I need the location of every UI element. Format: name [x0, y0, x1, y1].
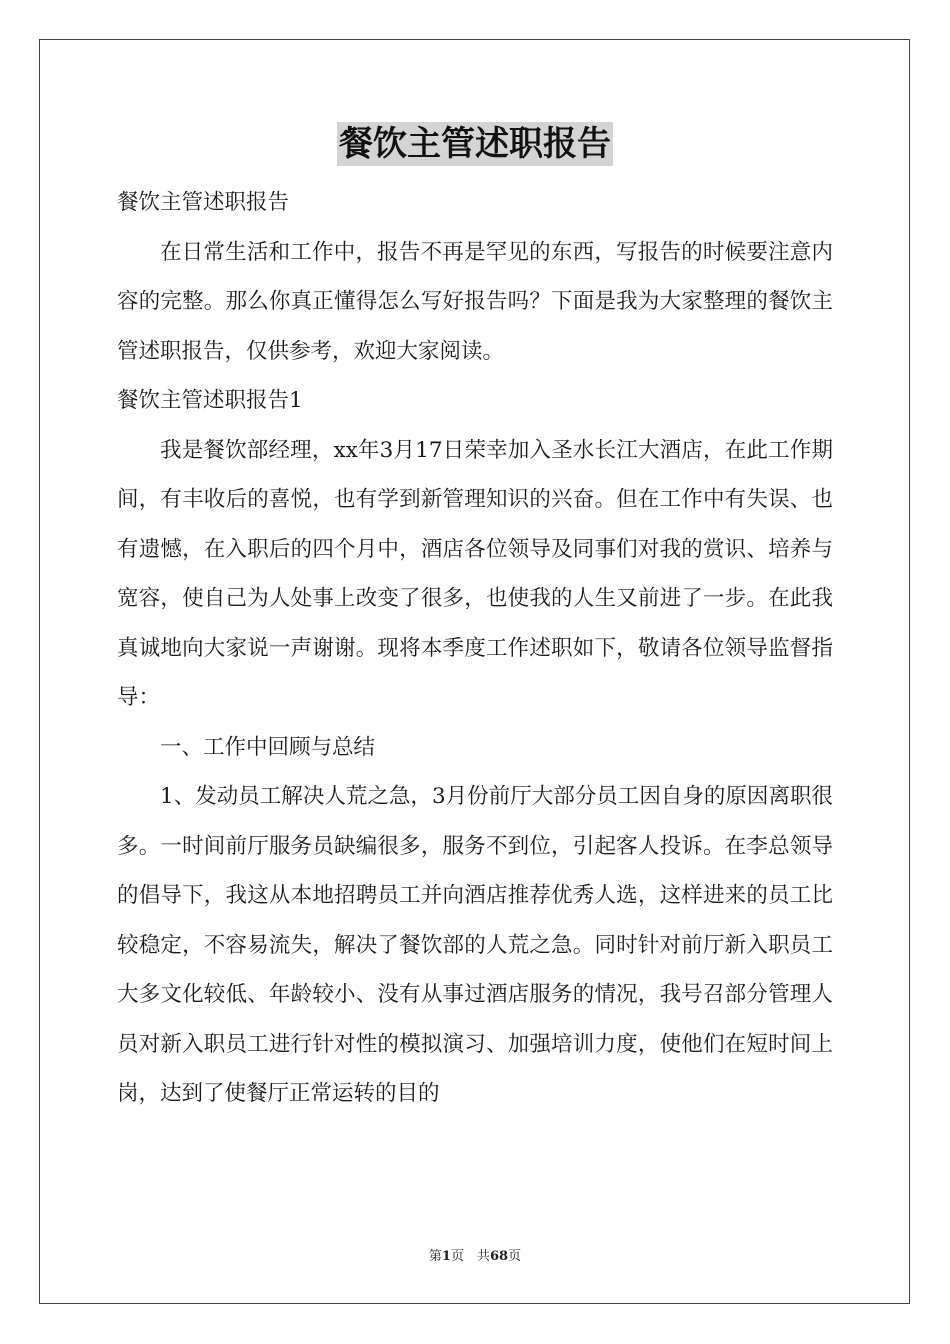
document-body — [117, 178, 833, 1119]
body-paragraph: 在日常生活和工作中，报告不再是罕见的东西，写报告的时候要注意内容的完整。那么你真正懂得怎么写好报告吗？下面是我为大家整理的餐饮主管述职报告，仅供参考，欢迎大家阅读。 — [117, 239, 833, 364]
body-paragraph: 一、工作中回顾与总结 — [160, 734, 376, 760]
page-footer — [0, 1245, 950, 1264]
page-mid: 页 共 — [450, 1249, 490, 1264]
body-paragraph: 1、发动员工解决人荒之急，3月份前厅大部分员工因自身的原因离职很多。一时间前厅服务员缺编很多，服务不到位，引起客人投诉。在李总领导的倡导下，我这从本地招聘员工并向酒店推荐优秀人选，这样进来的员工比较稳定，不容易流失，解决了餐饮部的人荒之急。同时针对前厅新入职员工大多文化较低、年龄较小、没有从事过酒店服务的情况，我号召部分管理人员对新入职员工进行针对性的模拟演习、加强培训力度，使他们在短时间上岗，达到了使餐厅正常运转的目的 — [117, 784, 833, 1106]
body-paragraph: 餐饮主管述职报告1 — [117, 388, 303, 413]
body-paragraph: 我是餐饮部经理，xx年3月17日荣幸加入圣水长江大酒店，在此工作期间，有丰收后的喜悦，也有学到新管理知识的兴奋。但在工作中有失误、也有遗憾，在入职后的四个月中，酒店各位领导及同事们对我的赏识、培养与宽容，使自己为人处事上改变了很多，也使我的人生又前进了一步。在此我真诚地向大家说一声谢谢。现将本季度工作述职如下，敬请各位领导监督指导： — [117, 437, 833, 710]
page-total-number: 68 — [489, 1249, 509, 1264]
document-title: 餐饮主管述职报告 — [339, 124, 611, 164]
title-container — [0, 122, 950, 166]
page-current-number: 1 — [441, 1249, 451, 1264]
page-prefix: 第 — [428, 1249, 442, 1264]
body-paragraph: 餐饮主管述职报告 — [117, 190, 290, 215]
page-suffix: 页 — [508, 1249, 522, 1264]
